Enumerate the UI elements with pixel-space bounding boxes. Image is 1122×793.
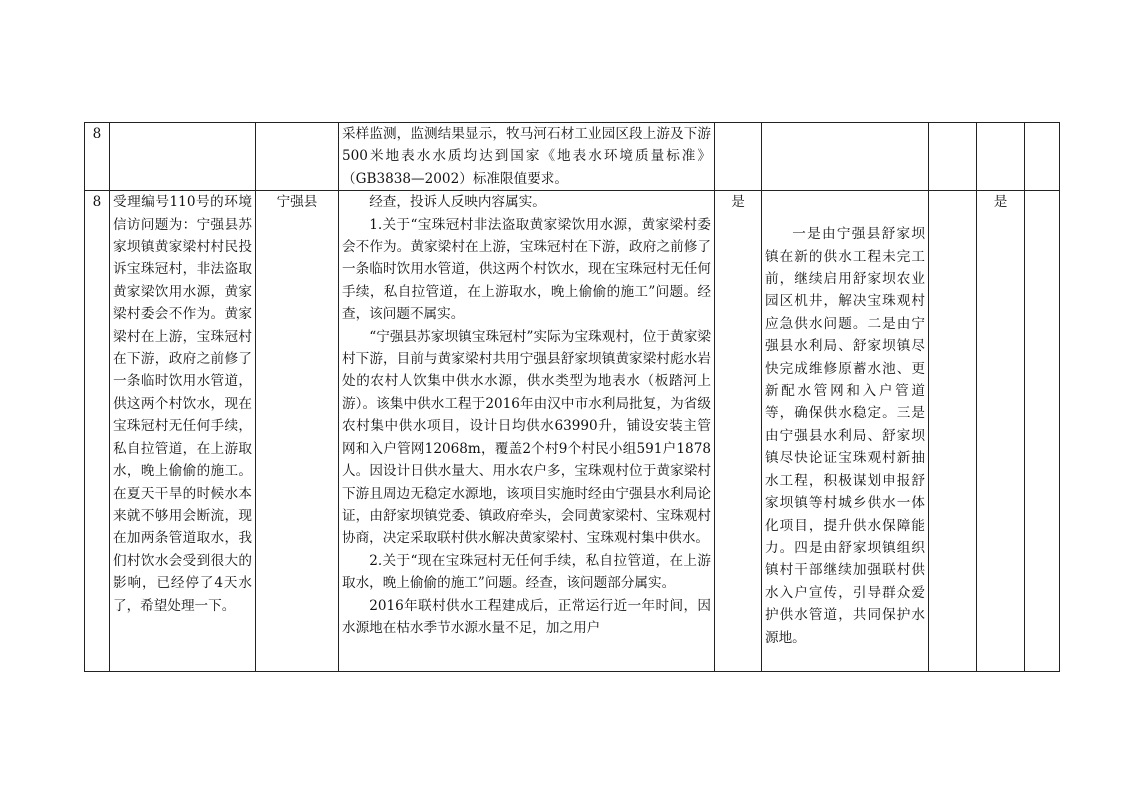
empty-cell	[1025, 123, 1060, 191]
row-number-cell: 8	[85, 191, 110, 672]
area-cell	[256, 123, 339, 191]
issue-cell	[110, 123, 256, 191]
empty-cell	[929, 191, 977, 672]
measures-text: 一是由宁强县舒家坝镇在新的供水工程未完工前，继续启用舒家坝农业园区机井，解决宝珠观村应急供水问题。二是由宁强县水利局、舒家坝镇尽快完成维修原蓄水池、更新配水管网和入户管道等，确保供水稳定。三是由宁强县水利局、舒家坝镇尽快论证宝珠观村新抽水工程，积极谋划申报舒家坝镇等村城乡供水一体化项目，提升供水保障能力。四是由舒家坝镇组织镇村干部继续加强联村供水入户宣传，引导群众爱护供水管道，共同保护水源地。	[765, 226, 925, 646]
measures-cell	[762, 191, 929, 672]
investigation-paragraph: 2.关于“现在宝珠冠村无任何手续，私自拉管道，在上游取水，晚上偷偷的施工”问题。经查，该问题部分属实。	[342, 552, 711, 592]
area-cell: 宁强县	[256, 191, 339, 672]
investigation-paragraph: “宁强县苏家坝镇宝珠冠村”实际为宝珠观村，位于黄家梁村下游，目前与黄家梁村共用宁强县舒家坝镇黄家梁村彪水岩处的农村人饮集中供水水源，供水类型为地表水（板踏河上游）。该集中供水工程于2016年由汉中市水利局批复，为省级农村集中供水项目，设计日均供水63990升，铺设安装主管网和入户管网12068m，覆盖2个村9个村民小组591户1878人。因设计日供水量大、用水农户多，宝珠观村位于黄家梁村下游且周边无稳定水源地，该项目实施时经由宁强县水利局论证，由舒家坝镇党委、镇政府牵头，会同黄家梁村、宝珠观村协商，决定采取联村供水解决黄家梁村、宝珠观村集中供水。	[342, 328, 711, 547]
issue-cell	[110, 191, 256, 672]
measures-cell	[762, 123, 929, 191]
closed-cell	[977, 123, 1025, 191]
investigation-body	[342, 191, 711, 671]
empty-cell	[1025, 191, 1060, 672]
issue-text: 受理编号110号的环境信访问题为：宁强县苏家坝镇黄家梁村村民投诉宝珠冠村，非法盗取黄家梁饮用水源，黄家梁村委会不作为。黄家梁村在上游，宝珠冠村在下游，政府之前修了一条临时饮用水管道，供这两个村饮水，现在宝珠冠村无任何手续，私自拉管道，在上游取水，晚上偷偷的施工。在夏天干旱的时候水本来就不够用会断流，现在加两条管道取水，我们村饮水会受到很大的影响，已经停了4天水了，希望处理一下。	[113, 194, 252, 614]
investigation-paragraph: 2016年联村供水工程建成后，正常运行近一年时间，因水源地在枯水季节水源水量不足，加之用户	[342, 597, 711, 636]
complaint-table	[84, 122, 1060, 672]
investigation-paragraph: 经查，投诉人反映内容属实。	[369, 194, 546, 211]
table-row	[85, 123, 1060, 191]
investigation-cell	[339, 123, 715, 191]
investigation-paragraph: 1.关于“宝珠冠村非法盗取黄家梁饮用水源，黄家梁村委会不作为。黄家梁村在上游，宝珠冠村在下游，政府之前修了一条临时饮用水管道，供这两个村饮水，现在宝珠冠村无任何手续，私自拉管道，在上游取水，晚上偷偷的施工”问题。经查，该问题不属实。	[342, 216, 711, 323]
closed-cell: 是	[977, 191, 1025, 672]
row-number-cell: 8	[85, 123, 110, 191]
investigation-cell	[339, 191, 715, 672]
empty-cell	[929, 123, 977, 191]
verified-cell: 是	[715, 191, 762, 672]
verified-cell	[715, 123, 762, 191]
investigation-paragraph: 采样监测，监测结果显示，牧马河石材工业园区段上游及下游500米地表水水质均达到国家《地表水环境质量标准》（GB3838—2002）标准限值要求。	[342, 126, 711, 187]
table-row	[85, 191, 1060, 672]
